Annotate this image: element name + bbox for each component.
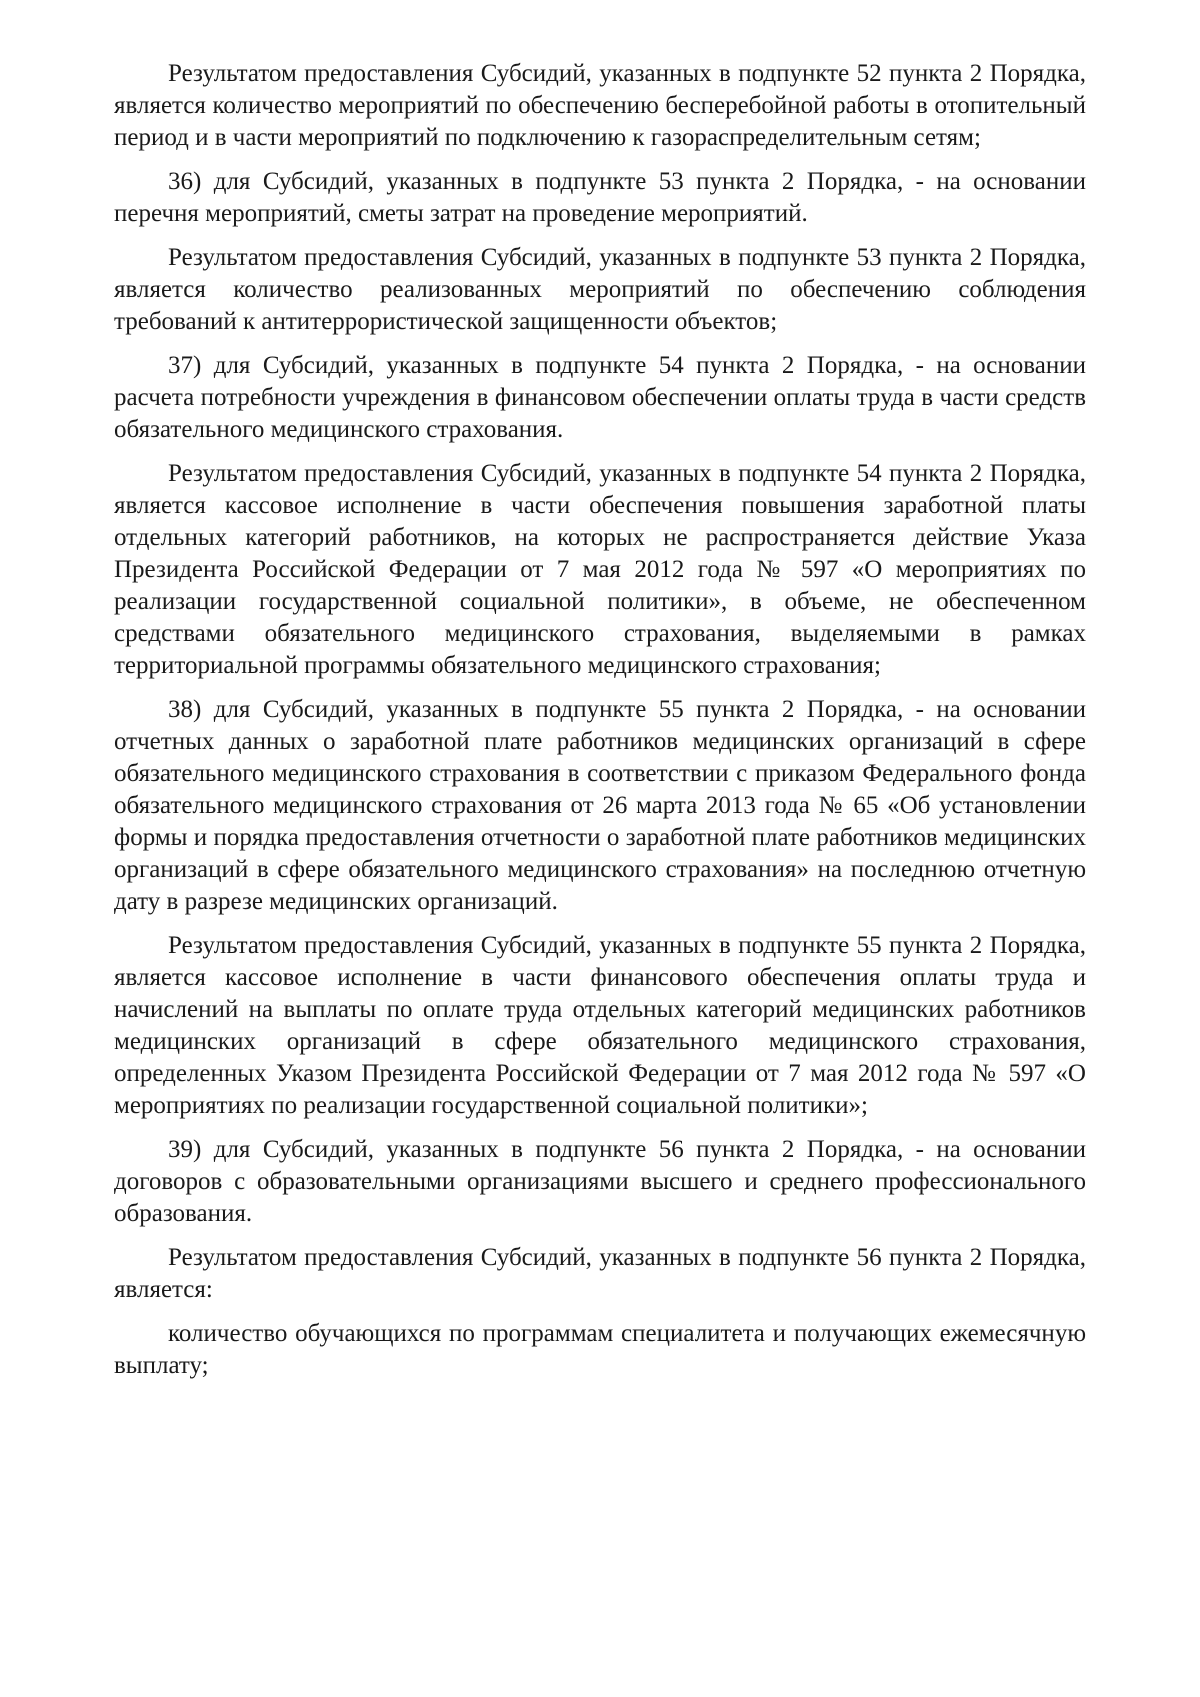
paragraph-item-37: 37) для Субсидий, указанных в подпункте 54 пункта 2 Порядка, - на основании расчета потребности учреждения в финансовом обеспечении оплаты труда в части средств обязательного медицинского страхования.: [114, 352, 1086, 443]
paragraph-result-54: Результатом предоставления Субсидий, указанных в подпункте 54 пункта 2 Порядка, является кассовое исполнение в части обеспечения повышения заработной платы отдельных категорий работников, на которых не распространяется действие Указа Президента Российской Федерации от 7 мая 2012 года № 597 «О мероприятиях по реализации государственной социальной политики», в объеме, не обеспеченном средствами обязательного медицинского страхования, выделяемыми в рамках территориальной программы обязательного медицинского страхования;: [114, 460, 1086, 679]
paragraph-result-53: Результатом предоставления Субсидий, указанных в подпункте 53 пункта 2 Порядка, является количество реализованных мероприятий по обеспечению соблюдения требований к антитеррористической защищенности объектов;: [114, 244, 1086, 335]
document-body: [114, 58, 1086, 1394]
paragraph-result-56: Результатом предоставления Субсидий, указанных в подпункте 56 пункта 2 Порядка, является:: [114, 1244, 1086, 1303]
paragraph-item-39: 39) для Субсидий, указанных в подпункте 56 пункта 2 Порядка, - на основании договоров с образовательными организациями высшего и среднего профессионального образования.: [114, 1136, 1086, 1227]
paragraph-result-55: Результатом предоставления Субсидий, указанных в подпункте 55 пункта 2 Порядка, является кассовое исполнение в части финансового обеспечения оплаты труда и начислений на выплаты по оплате труда отдельных категорий медицинских работников медицинских организаций в сфере обязательного медицинского страхования, определенных Указом Президента Российской Федерации от 7 мая 2012 года № 597 «О мероприятиях по реализации государственной социальной политики»;: [114, 932, 1086, 1119]
paragraph-item-36: 36) для Субсидий, указанных в подпункте 53 пункта 2 Порядка, - на основании перечня мероприятий, сметы затрат на проведение мероприятий.: [114, 168, 1086, 227]
paragraph-result-56-count: количество обучающихся по программам специалитета и получающих ежемесячную выплату;: [114, 1320, 1086, 1379]
paragraph-item-38: 38) для Субсидий, указанных в подпункте 55 пункта 2 Порядка, - на основании отчетных данных о заработной плате работников медицинских организаций в сфере обязательного медицинского страхования в соответствии с приказом Федерального фонда обязательного медицинского страхования от 26 марта 2013 года № 65 «Об установлении формы и порядка предоставления отчетности о заработной плате работников медицинских организаций в сфере обязательного медицинского страхования» на последнюю отчетную дату в разрезе медицинских организаций.: [114, 696, 1086, 915]
paragraph-result-52: Результатом предоставления Субсидий, указанных в подпункте 52 пункта 2 Порядка, является количество мероприятий по обеспечению бесперебойной работы в отопительный период и в части мероприятий по подключению к газораспределительным сетям;: [114, 60, 1086, 151]
